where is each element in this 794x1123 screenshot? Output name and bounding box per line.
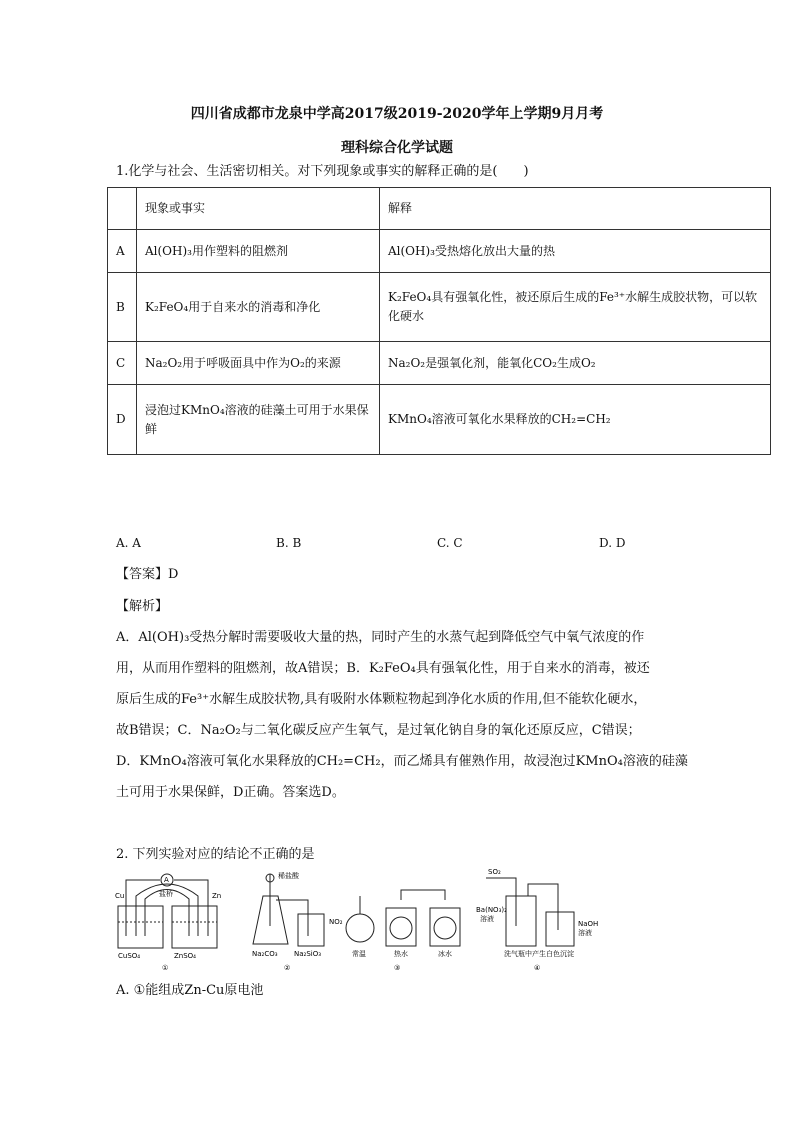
- apparatus-3: [346, 890, 460, 946]
- row-fact: Al(OH)₃用作塑料的阻燃剂: [137, 230, 380, 273]
- table-row: [108, 342, 771, 385]
- label-n4: ④: [534, 964, 541, 972]
- label-bridge: 盐桥: [159, 890, 173, 898]
- label-sol1: 溶液: [480, 915, 494, 923]
- q2-option-a: A. ①能组成Zn-Cu原电池: [116, 983, 264, 998]
- label-zn: Zn: [212, 892, 222, 900]
- beaker-left: [118, 906, 163, 948]
- row-fact: K₂FeO₄用于自来水的消毒和净化: [137, 273, 380, 342]
- label-ice: 冰水: [438, 950, 452, 958]
- label-acid: 稀盐酸: [278, 872, 299, 880]
- label-na2co3: Na₂CO₃: [252, 950, 278, 958]
- beaker-right: [172, 906, 217, 948]
- analysis-line: 原后生成的Fe³⁺水解生成胶状物,具有吸附水体颗粒物起到净化水质的作用,但不能软化硬水，: [116, 692, 647, 707]
- option-b: B. B: [276, 536, 302, 550]
- q1-stem: 1.化学与社会、生活密切相关。对下列现象或事实的解释正确的是( ): [116, 164, 529, 179]
- label-caption: 洗气瓶中产生白色沉淀: [504, 950, 574, 958]
- experiment-figure: [108, 866, 608, 976]
- table-row: [108, 273, 771, 342]
- analysis-line: D．KMnO₄溶液可氧化水果释放的CH₂=CH₂，而乙烯具有催熟作用，故浸泡过KMnO₄溶液的硅藻: [116, 754, 688, 769]
- row-label: D: [108, 385, 137, 455]
- table-header-explain: 解释: [380, 188, 771, 230]
- analysis-label: 【解析】: [116, 599, 169, 614]
- apparatus-2: [253, 874, 324, 946]
- label-na2sio3: Na₂SiO₃: [294, 950, 322, 958]
- gas-washing-bottle: [506, 896, 536, 946]
- analysis-line: 故B错误；C．Na₂O₂与二氧化碳反应产生氧气，是过氧化钠自身的氧化还原反应，C错误；: [116, 723, 641, 738]
- table-header-fact: 现象或事实: [137, 188, 380, 230]
- option-a: A. A: [116, 536, 141, 550]
- label-n2: ②: [284, 964, 291, 972]
- row-label: C: [108, 342, 137, 385]
- label-bano3: Ba(NO₃)₂: [476, 906, 507, 914]
- label-n3: ③: [394, 964, 401, 972]
- row-fact: Na₂O₂用于呼吸面具中作为O₂的来源: [137, 342, 380, 385]
- table-header-row: [108, 188, 771, 230]
- label-ammeter: A: [164, 876, 169, 884]
- page-subtitle: 理科综合化学试题: [341, 140, 453, 156]
- label-n1: ①: [162, 964, 169, 972]
- beaker-2: [298, 914, 324, 946]
- q1-table: [107, 187, 771, 455]
- row-label: A: [108, 230, 137, 273]
- row-label: B: [108, 273, 137, 342]
- table-cell: [108, 188, 137, 230]
- table-row: [108, 230, 771, 273]
- apparatus-1: [118, 874, 217, 948]
- analysis-text: [116, 622, 716, 808]
- answer: 【答案】D: [116, 567, 179, 582]
- page-title: 四川省成都市龙泉中学高2017级2019-2020学年上学期9月月考: [190, 106, 604, 122]
- table-row: [108, 385, 771, 455]
- row-explain: K₂FeO₄具有强氧化性，被还原后生成的Fe³⁺水解生成胶状物，可以软化硬水: [380, 273, 771, 342]
- row-explain: KMnO₄溶液可氧化水果释放的CH₂=CH₂: [380, 385, 771, 455]
- label-naoh: NaOH: [578, 920, 599, 928]
- analysis-line: A．Al(OH)₃受热分解时需要吸收大量的热，同时产生的水蒸气起到降低空气中氧气浓度的作: [116, 630, 645, 645]
- label-no2: NO₂: [329, 918, 343, 926]
- label-sol2: 溶液: [578, 929, 592, 937]
- row-explain: Al(OH)₃受热熔化放出大量的热: [380, 230, 771, 273]
- analysis-line: 用，从而用作塑料的阻燃剂，故A错误；B．K₂FeO₄具有强氧化性，用于自来水的消毒，被还: [116, 661, 650, 676]
- q2-stem: 2. 下列实验对应的结论不正确的是: [116, 847, 315, 862]
- label-hot: 热水: [394, 950, 408, 958]
- row-explain: Na₂O₂是强氧化剂，能氧化CO₂生成O₂: [380, 342, 771, 385]
- row-fact: 浸泡过KMnO₄溶液的硅藻土可用于水果保鲜: [137, 385, 380, 455]
- analysis-line: 土可用于水果保鲜，D正确。答案选D。: [116, 785, 345, 800]
- label-so2: SO₂: [488, 868, 501, 876]
- label-znso4: ZnSO₄: [174, 952, 196, 960]
- option-d: D. D: [599, 536, 626, 550]
- label-cuso4: CuSO₄: [118, 952, 141, 960]
- flask-normal: [346, 914, 374, 942]
- option-c: C. C: [437, 536, 463, 550]
- beaker-4: [546, 912, 574, 946]
- label-normal: 常温: [352, 950, 366, 958]
- label-cu: Cu: [115, 892, 125, 900]
